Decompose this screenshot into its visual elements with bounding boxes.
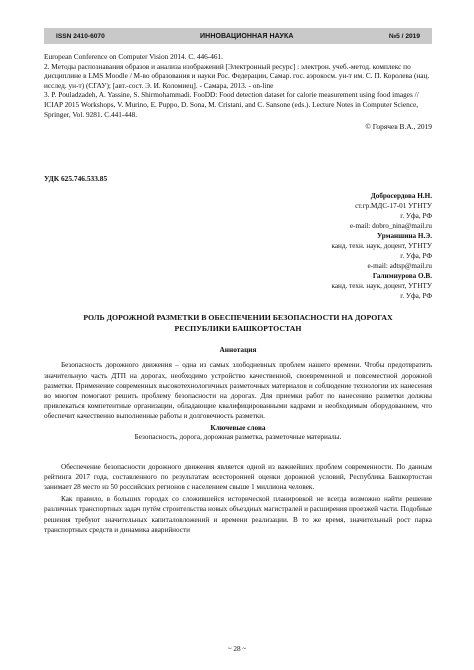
author-2 [44,231,432,271]
abstract-heading: Аннотация [219,345,257,355]
author-affiliation: канд. техн. наук, доцент, УГНТУ [331,242,432,251]
page-number: ~ 28 ~ [227,645,247,653]
copyright: © Горячев В.А., 2019 [365,122,432,132]
article-title-line-1: РОЛЬ ДОРОЖНОЙ РАЗМЕТКИ В ОБЕСПЕЧЕНИИ БЕЗОПАСНОСТИ НА ДОРОГАХ [83,313,393,323]
abstract-text: Безопасность дорожного движения – одна из самых злободневных проблем нашего времени. Чтобы предотвратить значительную часть ДТП на дорогах, необходимо устройство качественной, своевременной и повсеместной дорожной разметки. Применение современных высокотехнологичных разметочных материалов и соблюдение технологии их нанесения во многом помогают решить проблему безопасности на дорогах. Для приемки работ по нанесению разметки должны привлекаться компетентные организации, обладающие квалифицированными кадрами и необходимым оборудованием, что обеспечит качественно выполненные работы и долговечность разметки. [44,361,432,421]
journal-title: ИННОВАЦИОННАЯ НАУКА [200,32,294,40]
author-name: Урманшина Н.Э. [377,232,432,241]
running-header [44,28,432,44]
author-block [44,191,432,301]
body-paragraph-2: Как правило, в больших городах со сложившейся исторической планировкой не всегда возможно найти решение различных транспортных задач путём строительства новых объездных магистралей и расширения проезжей части. Подобные решения требуют значительных капиталовложений и времени реализации. В то же время, значительный рост парка транспортных средств и динамика аварийности [44,495,432,534]
issue-number: №5 / 2019 [388,32,420,40]
author-email: e-mail: adtsp@mail.ru [367,262,432,271]
reference-item-2: 2. Методы распознавания образов и анализа изображений [Электронный ресурс] : электрон. учеб.-метод. комплекс по дисциплине в LMS Moodle / М-во образования и науки Рос. Федерации, Самар. гос. аэрокосм. ун-т им. С. П. Королева (нац. исслед. ун-т) (СГАУ); [авт.-сост. Э. И. Коломиец]. - Самара, 2013. - on-line [44,61,430,90]
author-city: г. Уфа, РФ [400,212,432,221]
author-affiliation: ст.гр.МДС-17-01 УГНТУ [355,202,432,211]
article-title [44,313,432,334]
body-paragraph-1: Обеспечение безопасности дорожного движения является одной из важнейших проблем современности. По данным рейтинга 2017 года, составленного по результатам всесторонней оценки дорожной условий, Республика Башкортостан занимает 28 место из 50 российских регионов с населением свыше 1 миллиона человек. [44,462,432,491]
article-title-line-2: РЕСПУБЛИКИ БАШКОРТОСТАН [174,323,302,333]
abstract [44,360,432,421]
page-content [44,52,432,535]
author-city: г. Уфа, РФ [400,252,432,261]
reference-list [44,52,432,119]
keywords-heading: Ключевые слова [210,422,266,432]
author-city: г. Уфа, РФ [400,292,432,301]
author-name: Добросердова Н.Н. [370,192,432,201]
udk-code: УДК 625.746.533.85 [44,174,108,184]
author-affiliation: канд. техн. наук, доцент, УГНТУ [331,282,432,291]
author-name: Галимнурова О.В. [372,272,432,281]
issn: ISSN 2410-6070 [56,32,105,40]
reference-continuation: European Conference on Computer Vision 2014. С. 446-461. [44,52,223,61]
reference-item-3: 3. P. Pouladzadeh, A. Yassine, S. Shirmohammadi. FooDD: Food detection dataset for calorie measurement using food images // ICIAP 2015 Workshops, V. Murino, E. Puppo, D. Sona, M. Cristani, and C. Sansone (eds.). Lecture Notes in Computer Science, Springer, Vol. 9281. С.441-448. [44,90,419,119]
article-body [44,462,432,535]
author-email: e-mail: dobro_nina@mail.ru [349,222,432,231]
author-1 [44,191,432,231]
keywords: Безопасность, дорога, дорожная разметка, разметочные материалы. [134,432,342,441]
author-3 [44,271,432,301]
